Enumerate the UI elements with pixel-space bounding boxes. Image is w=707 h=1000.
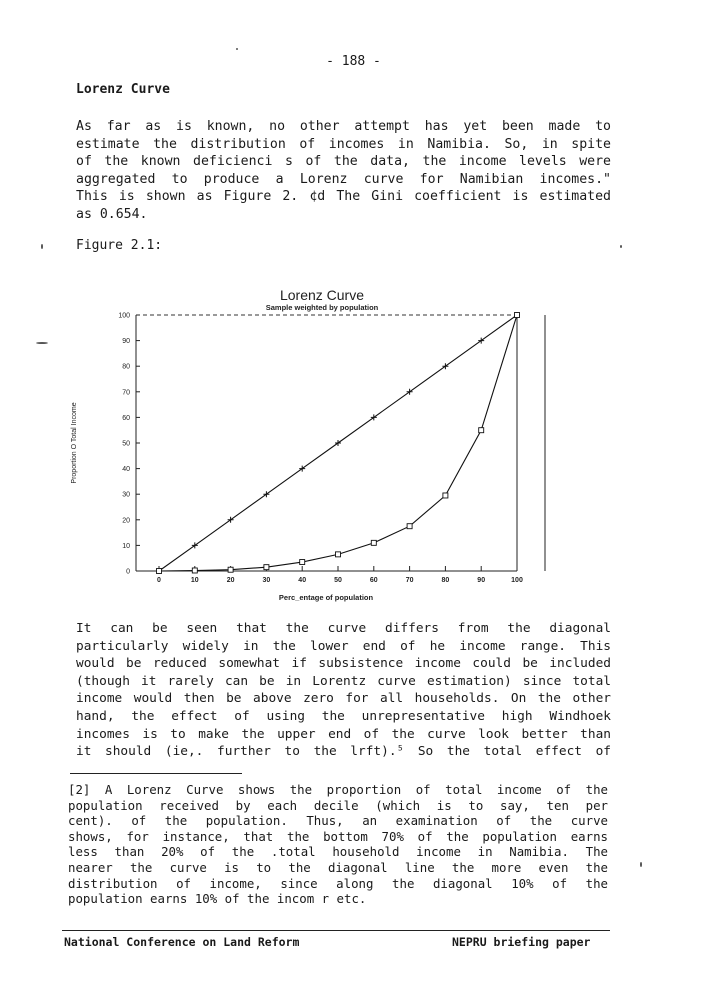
x-tick-label: 40 [298, 577, 307, 584]
scan-speck [236, 48, 238, 50]
square-marker [371, 540, 376, 545]
square-marker [157, 569, 162, 574]
scan-speck [620, 245, 622, 248]
paragraph-line: income would then be above zero for all households. On the other [76, 691, 611, 707]
y-axis-label: Proportion O Total Income [71, 402, 78, 484]
x-tick-label: 30 [262, 577, 271, 584]
footnote-line: [2] A Lorenz Curve shows the proportion of total income of the [68, 782, 608, 797]
section-heading: Lorenz Curve [76, 82, 170, 97]
paragraph-line: as 0.654. [76, 206, 148, 222]
footnote-line: nearer the curve is to the diagonal line the more even the [68, 859, 608, 875]
page-number: - 188 - [326, 54, 381, 69]
square-marker [407, 524, 412, 529]
x-tick-label: 60 [369, 577, 378, 584]
chart-title: Lorenz Curve [279, 287, 365, 303]
paragraph-line: (though it rarely can be in Lorentz curve estimation) since total [76, 673, 611, 689]
paragraph-line: it should (ie,. further to the lrft).⁵ So the total effect of [76, 744, 611, 760]
y-tick-label: 60 [122, 414, 130, 422]
square-marker [264, 565, 269, 570]
chart-subtitle: Sample weighted by population [265, 303, 379, 312]
paragraph-line: would be reduced somewhat if subsistence income could be included [76, 656, 611, 672]
scan-speck [36, 342, 48, 344]
paragraph-line: estimate the distribution of incomes in Namibia. So, in spite [76, 136, 611, 152]
footer-separator [62, 930, 610, 931]
square-marker [443, 493, 448, 498]
footnote-line: shows, for instance, that the bottom 70% of the population earns [68, 828, 608, 844]
y-tick-label: 80 [122, 363, 130, 371]
square-marker [515, 313, 520, 318]
paragraph-line: It can be seen that the curve differs from the diagonal [76, 621, 611, 636]
footnote-separator [70, 773, 242, 774]
x-tick-label: 20 [226, 577, 235, 584]
figure-label: Figure 2.1: [76, 238, 163, 253]
analysis-paragraph [76, 620, 611, 761]
y-tick-label: 30 [122, 491, 130, 499]
y-tick-label: 100 [118, 312, 130, 320]
square-marker [228, 567, 233, 572]
y-tick-label: 70 [122, 389, 130, 397]
y-tick-label: 0 [126, 568, 130, 576]
footnote [68, 782, 608, 907]
footnote-line: population received by each decile (which is to say, ten per [68, 797, 608, 813]
footer-right: NEPRU briefing paper [452, 935, 591, 949]
x-tick-label: 70 [405, 577, 414, 584]
lorenz-chart [60, 282, 560, 607]
x-tick-label: 90 [477, 577, 486, 584]
paragraph-line: This is shown as Figure 2. ¢d The Gini coefficient is estimated [76, 189, 611, 205]
footer-left: National Conference on Land Reform [64, 935, 300, 949]
footnote-line: less than 20% of the .total household income in Namibia. The [68, 844, 608, 860]
x-tick-label: 100 [511, 577, 523, 584]
square-marker [192, 568, 197, 573]
footnote-line: distribution of income, since along the diagonal 10% of the [68, 875, 608, 891]
y-tick-label: 10 [122, 542, 130, 550]
square-marker [336, 552, 341, 557]
x-tick-label: 10 [190, 577, 199, 584]
intro-paragraph [76, 118, 611, 224]
paragraph-line: hand, the effect of using the unrepresentative high Windhoek [76, 708, 611, 724]
square-marker [300, 560, 305, 565]
paragraph-line: of the known deficienci s of the data, the income levels were [76, 154, 611, 170]
footnote-line: cent). of the population. Thus, an examination of the curve [68, 813, 608, 829]
paragraph-line: incomes is to make the upper end of the curve look better than [76, 726, 611, 742]
scan-speck [41, 244, 43, 249]
paragraph-line: aggregated to produce a Lorenz curve for Namibian incomes." [76, 171, 611, 187]
x-axis-label: Perc_entage of population [278, 593, 374, 602]
y-tick-label: 40 [122, 466, 130, 474]
footnote-line: population earns 10% of the incom r etc. [68, 891, 367, 907]
y-tick-label: 50 [122, 440, 130, 448]
square-marker [479, 428, 484, 433]
x-tick-label: 50 [334, 577, 342, 584]
paragraph-line: particularly widely in the lower end of he income range. This [76, 638, 611, 654]
y-tick-label: 20 [122, 517, 130, 525]
y-tick-label: 90 [122, 338, 130, 346]
scan-speck [640, 862, 642, 867]
x-tick-label: 0 [157, 577, 161, 584]
x-tick-label: 80 [441, 577, 450, 584]
paragraph-line: As far as is known, no other attempt has yet been made to [76, 119, 611, 134]
